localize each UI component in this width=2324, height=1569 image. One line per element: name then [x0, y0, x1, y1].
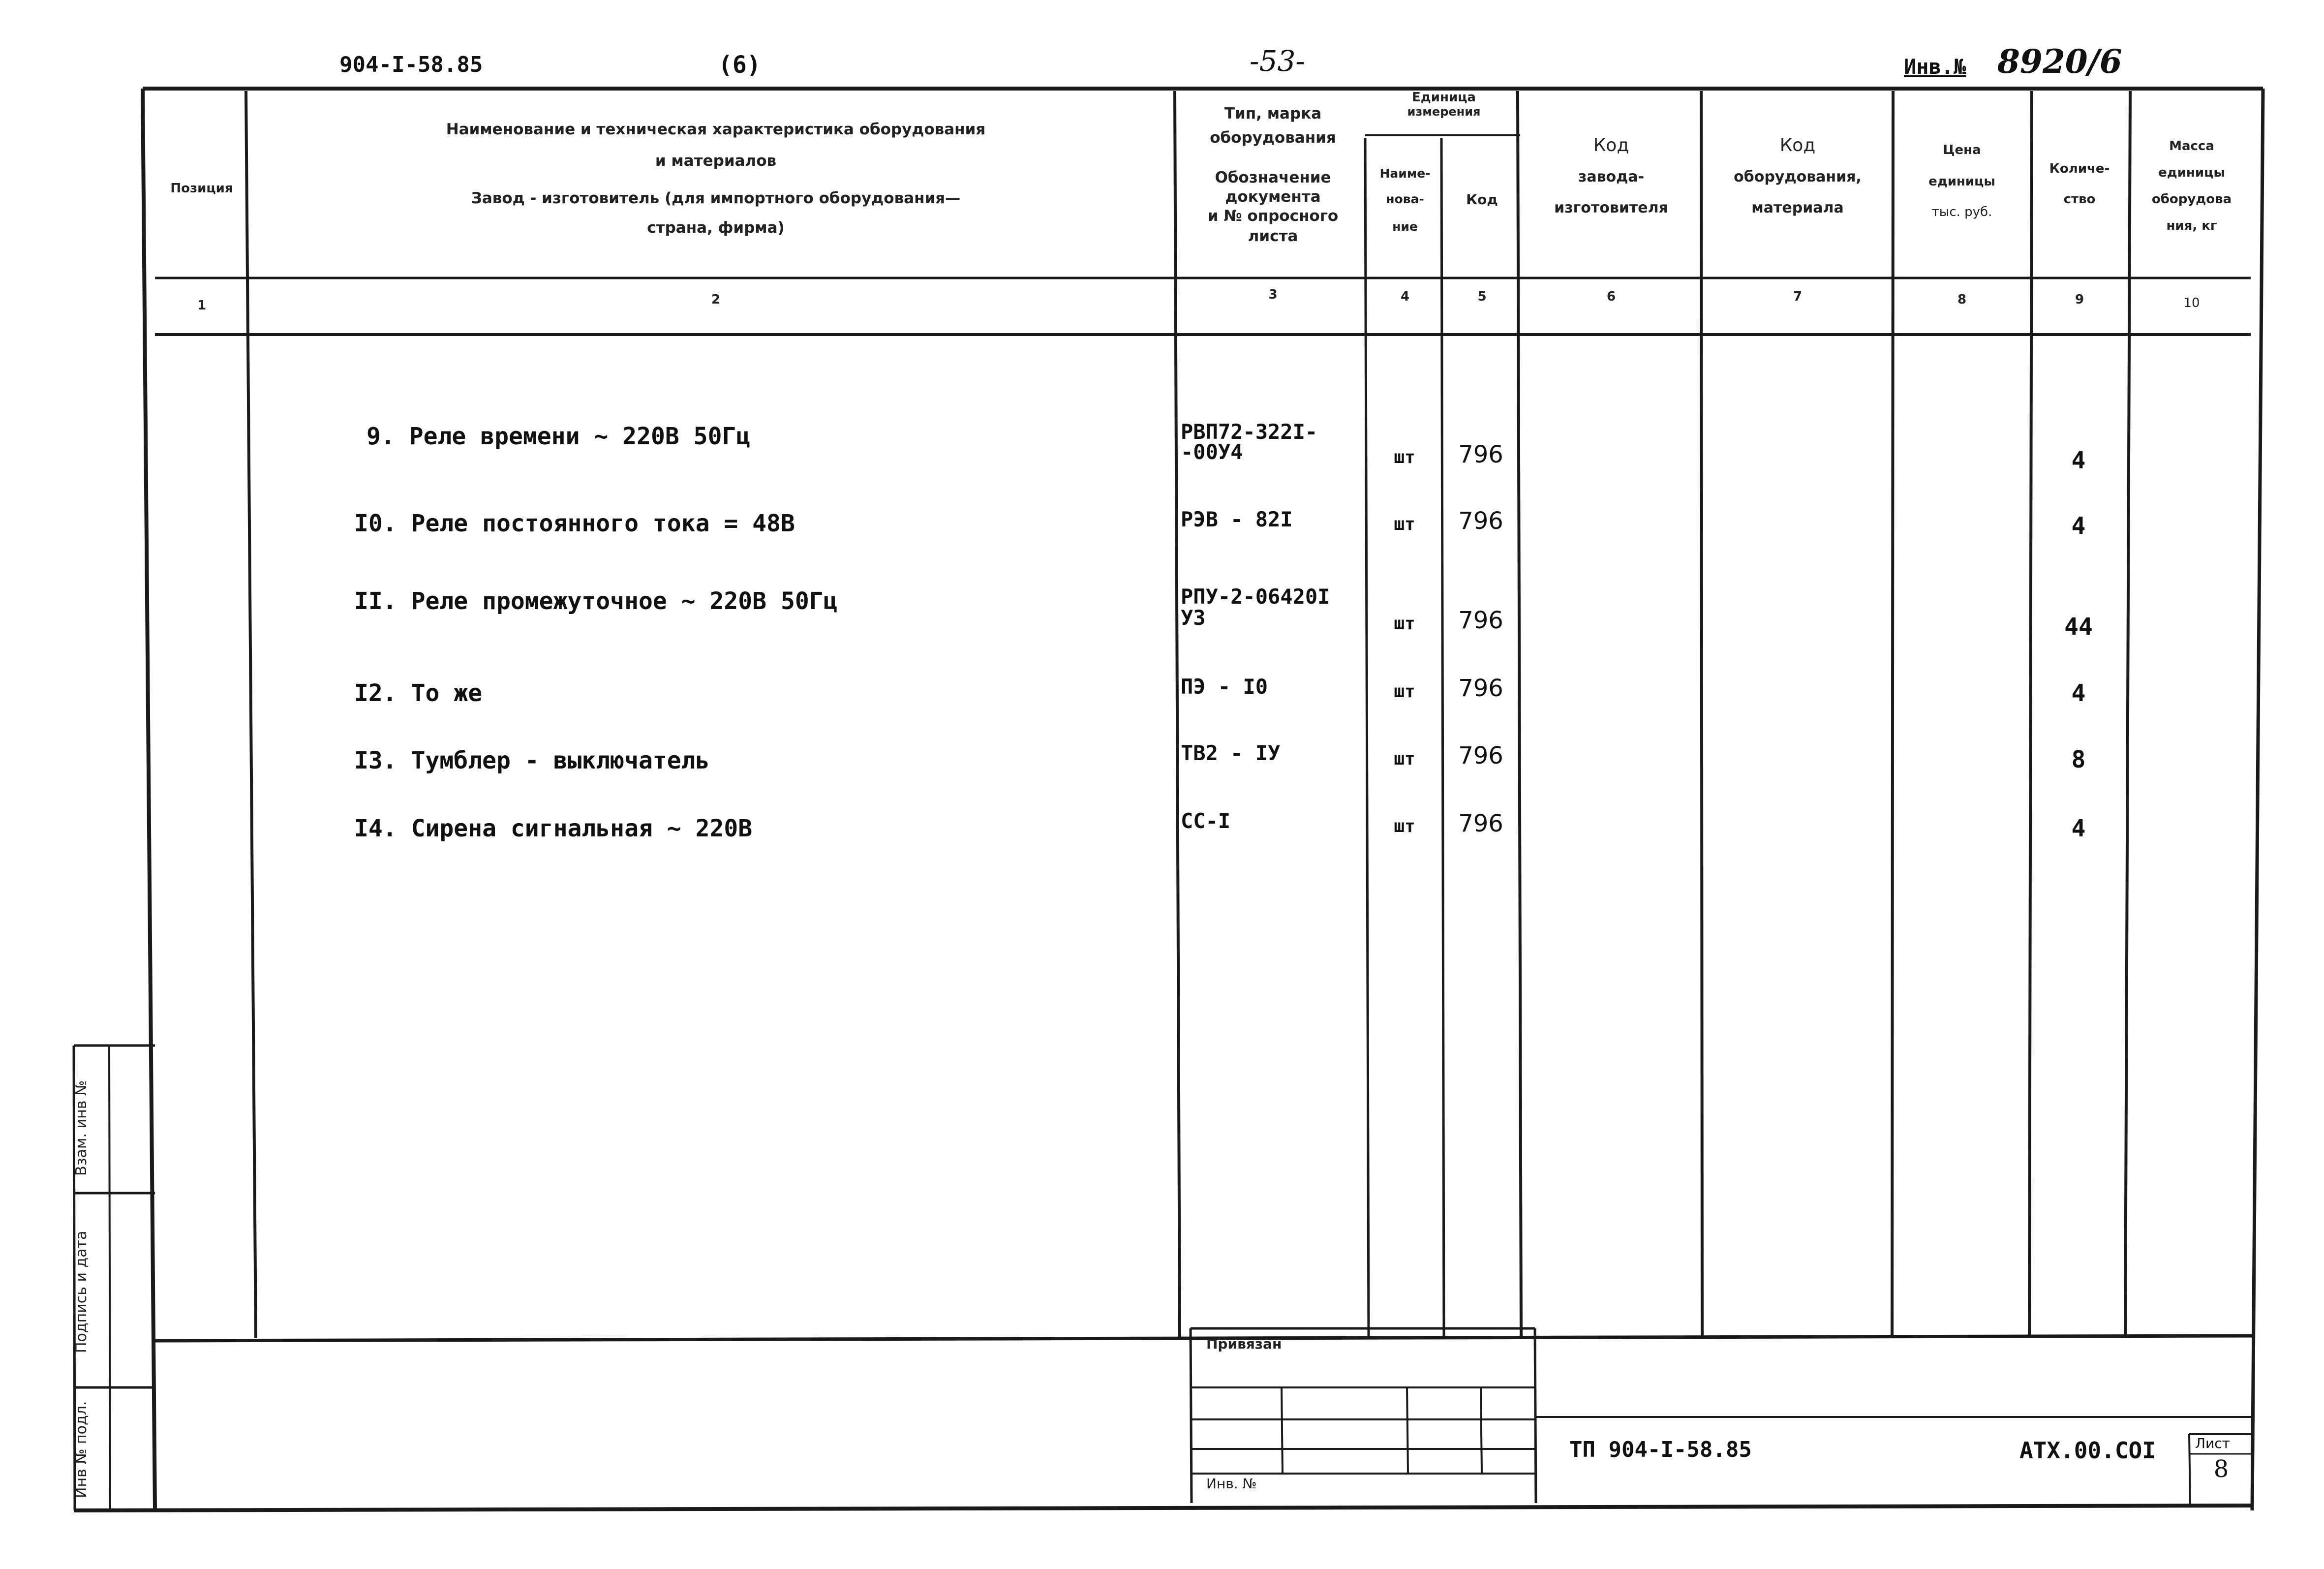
col-equipment-code-line3: материала: [1751, 199, 1844, 216]
list-number: 8: [2213, 1455, 2229, 1483]
row-quantity: 4: [2071, 815, 2086, 842]
col-number-5: 5: [1477, 289, 1487, 304]
col-factory-code-line2: завода-: [1578, 168, 1645, 185]
row-quantity: 4: [2071, 679, 2086, 707]
sheet-code: АТХ.00.СОI: [2019, 1437, 2156, 1464]
row-unit-code: 796: [1458, 607, 1503, 634]
col-equipment-code-line1: Код: [1779, 135, 1816, 155]
col-number-10: 10: [2183, 296, 2200, 310]
row-quantity: 44: [2064, 613, 2093, 641]
col-factory-code-line3: изготовителя: [1554, 199, 1668, 216]
row-unit: шт: [1394, 447, 1415, 467]
col-name-header-line2: и материалов: [655, 152, 777, 170]
row-quantity: 4: [2071, 512, 2086, 540]
row-unit: шт: [1394, 514, 1415, 534]
col-unit-name-line1: Наиме-: [1379, 166, 1431, 181]
row-unit-code: 796: [1458, 810, 1503, 837]
row-name: II. Реле промежуточное ~ 220В 50Гц: [354, 587, 838, 615]
page-number: -53-: [1250, 44, 1305, 78]
col-unit-name-line2: нова-: [1386, 192, 1424, 206]
col-unit-name-line3: ние: [1392, 219, 1418, 234]
col-mass-line4: ния, кг: [2166, 218, 2217, 233]
col-price-line1: Цена: [1943, 143, 1981, 157]
tp-code: ТП 904-I-58.85: [1569, 1437, 1752, 1462]
side-stamp-podpis: Подпись и дата: [73, 1231, 90, 1353]
row-type-line1: РВП72-322I-: [1181, 420, 1318, 444]
col-mass-line1: Масса: [2169, 139, 2214, 154]
row-quantity: 4: [2071, 447, 2086, 474]
col-number-8: 8: [1957, 292, 1967, 307]
col-type-header-line5: и № опросного: [1207, 207, 1339, 225]
list-label: Лист: [2195, 1435, 2230, 1451]
row-unit-code: 796: [1458, 441, 1503, 468]
col-number-2: 2: [711, 292, 721, 307]
side-stamp-inv-podl: Инв № подл.: [73, 1401, 90, 1498]
col-name-header-line3: Завод - изготовитель (для импортного оборудования—: [471, 189, 961, 207]
col-quantity-line2: ство: [2063, 192, 2096, 207]
inv-label: Инв.№: [1904, 55, 1966, 79]
row-unit: шт: [1394, 749, 1415, 769]
row-type-line2: У3: [1181, 606, 1206, 630]
col-type-header-line3: Обозначение: [1215, 169, 1331, 186]
col-factory-code-line1: Код: [1593, 135, 1629, 155]
col-price-line2: единицы: [1928, 174, 1995, 189]
row-name: 9. Реле времени ~ 220В 50Гц: [367, 423, 751, 450]
row-type-line1: ТВ2 - IУ: [1181, 741, 1281, 765]
col-number-3: 3: [1268, 287, 1278, 302]
part-number: (6): [718, 51, 761, 79]
col-mass-line2: единицы: [2158, 165, 2225, 180]
col-position-header: Позиция: [170, 181, 233, 196]
row-type-line2: -00У4: [1181, 440, 1243, 464]
row-type-line1: РПУ-2-06420I: [1181, 585, 1330, 609]
col-name-header-line4: страна, фирма): [647, 219, 785, 237]
col-mass-line3: оборудова: [2151, 192, 2232, 207]
row-type-line1: РЭВ - 82I: [1181, 507, 1293, 531]
col-equipment-code-line2: оборудования,: [1734, 168, 1862, 185]
unit-group-header-line2: измерения: [1407, 105, 1481, 119]
inv-no-label: Инв. №: [1206, 1476, 1257, 1492]
col-number-7: 7: [1793, 289, 1803, 304]
row-unit: шт: [1394, 614, 1415, 634]
row-quantity: 8: [2071, 746, 2086, 773]
row-name: I0. Реле постоянного тока = 48В: [354, 510, 795, 537]
row-unit-code: 796: [1458, 675, 1503, 702]
col-type-header-line4: документа: [1225, 188, 1321, 206]
col-quantity-line1: Количе-: [2049, 161, 2110, 176]
col-type-header-line2: оборудования: [1210, 129, 1336, 147]
privyazan-label: Привязан: [1206, 1336, 1282, 1352]
row-type-line1: ПЭ - I0: [1181, 675, 1268, 699]
row-name: I4. Сирена сигнальная ~ 220В: [354, 815, 753, 842]
col-type-header-line6: листа: [1248, 227, 1298, 245]
row-unit: шт: [1394, 816, 1415, 836]
inv-number: 8920/6: [1997, 42, 2122, 81]
col-number-6: 6: [1606, 289, 1616, 304]
col-price-line3: тыс. руб.: [1931, 205, 1992, 219]
col-type-header-line1: Тип, марка: [1224, 105, 1322, 123]
col-number-4: 4: [1400, 289, 1410, 304]
col-number-1: 1: [197, 298, 207, 313]
row-type-line1: СС-I: [1181, 809, 1231, 833]
col-name-header-line1: Наименование и техническая характеристика оборудования: [446, 121, 986, 138]
unit-group-header-line1: Единица: [1412, 90, 1476, 105]
doc-code: 904-I-58.85: [339, 52, 483, 77]
row-name: I2. То же: [354, 679, 483, 707]
col-unit-code-header: Код: [1466, 191, 1498, 208]
row-unit-code: 796: [1458, 507, 1503, 535]
row-unit: шт: [1394, 681, 1415, 702]
row-name: I3. Тумблер - выключатель: [354, 747, 710, 774]
side-stamp-vzam: Взам. инв №: [73, 1080, 90, 1176]
row-unit-code: 796: [1458, 742, 1503, 769]
col-number-9: 9: [2075, 292, 2084, 307]
